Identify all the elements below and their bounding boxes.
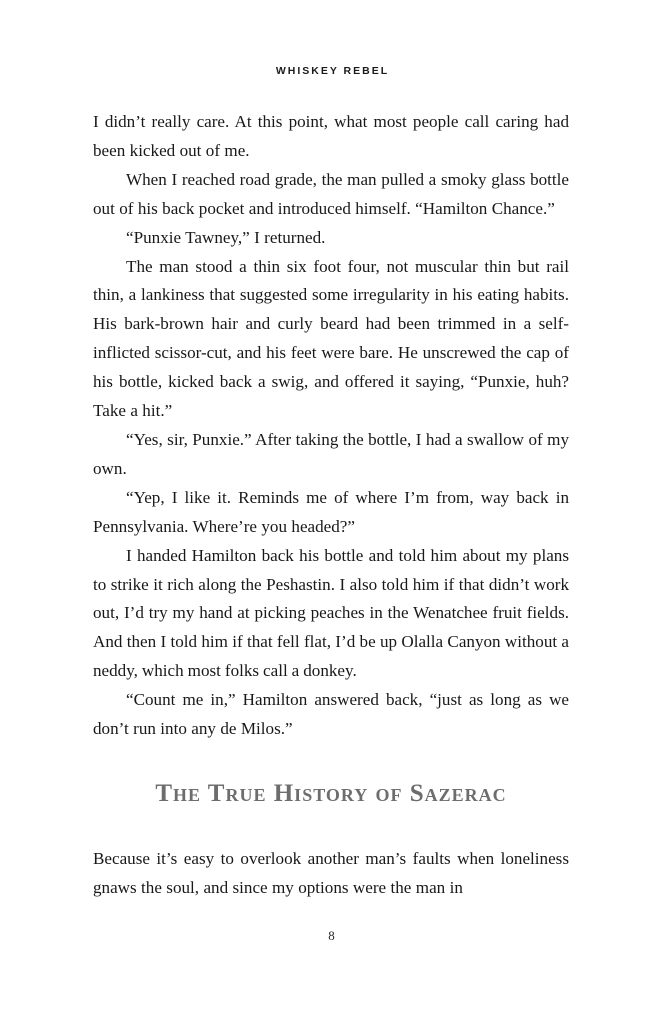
paragraph: I didn’t really care. At this point, what most people call caring had been kicked out of me. [93,112,569,160]
paragraph: The man stood a thin six foot four, not muscular thin but rail thin, a lankiness that suggested some irregularity in his eating habits. His bark-brown hair and curly beard had been trimmed in a self-inflicted scissor-cut, and his feet were bare. He unscrewed the cap of his bottle, kicked back a swig, and offered it saying, “Punxie, huh? Take a hit.” [93,256,569,421]
section-heading-block [93,779,569,809]
paragraph: “Yes, sir, Punxie.” After taking the bottle, I had a swallow of my own. [93,429,569,478]
paragraph: I handed Hamilton back his bottle and told him about my plans to strike it rich along the Peshastin. I also told him if that didn’t work out, I’d try my hand at picking peaches in the Wenatchee fruit fields. And then I told him if that fell flat, I’d be up Olalla Canyon without a neddy, which most folks call a donkey. [93,545,569,681]
section-opening-block [93,845,569,903]
paragraph: “Yep, I like it. Reminds me of where I’m from, way back in Pennsylvania. Where’re you headed?” [93,487,569,536]
paragraph: “Punxie Tawney,” I returned. [126,227,326,247]
body-text-column [93,108,569,744]
paragraph: When I reached road grade, the man pulled a smoky glass bottle out of his back pocket and introduced himself. “Hamilton Chance.” [93,169,569,218]
paragraph: “Count me in,” Hamilton answered back, “just as long as we don’t run into any de Milos.” [93,690,569,739]
running-head: WHISKEY REBEL [275,65,390,77]
section-heading: The True History of Sazerac [155,780,507,807]
paragraph: Because it’s easy to overlook another man’s faults when loneliness gnaws the soul, and since my options were the man in [93,849,569,897]
page-number: 8 [328,928,335,943]
